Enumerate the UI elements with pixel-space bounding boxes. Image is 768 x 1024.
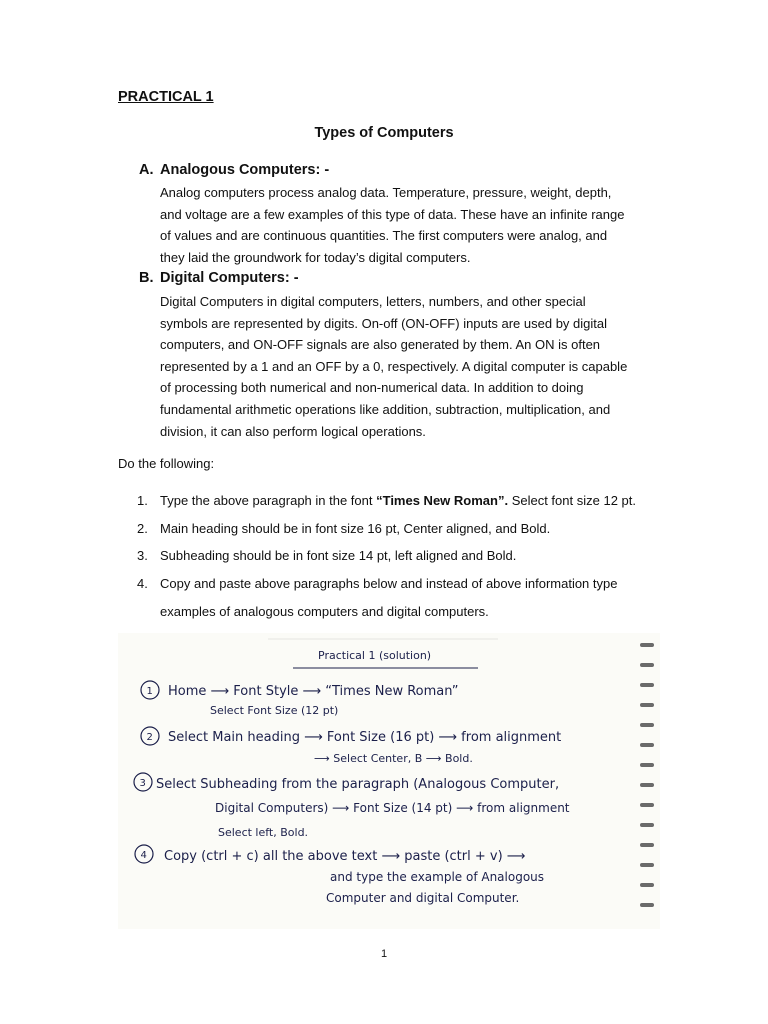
paragraph-line: symbols are represented by digits. On-off (ON-OFF) inputs are used by digital: [160, 315, 608, 331]
section-heading-text: Digital Computers: -: [160, 270, 299, 286]
list-number: 3.: [137, 548, 148, 564]
handwritten-line: Home ⟶ Font Style ⟶ “Times New Roman”: [168, 684, 459, 699]
handwritten-line: Computer and digital Computer.: [326, 891, 520, 905]
step-text: Copy and paste above paragraphs below and instead of above information type examples of analogous computers and digital computers.: [160, 576, 618, 619]
instructions-intro: Do the following:: [118, 456, 215, 471]
handwritten-line: Select Subheading from the paragraph (Analogous Computer,: [156, 777, 560, 792]
step-text: Type the above paragraph in the font: [160, 493, 377, 508]
handwritten-notes-photo: [118, 633, 660, 929]
paragraph-line: and voltage are a few examples of this type of data. These have an infinite range: [160, 206, 625, 222]
list-number: 1.: [137, 493, 148, 508]
section-letter: A.: [139, 162, 154, 178]
handwritten-number: 2: [146, 732, 153, 743]
handwritten-line: Copy (ctrl + c) all the above text ⟶ paste (ctrl + v) ⟶: [164, 849, 526, 864]
section-heading-text: Analogous Computers: -: [160, 162, 330, 178]
list-number: 4.: [137, 576, 148, 592]
instruction-list: [137, 487, 657, 626]
paragraph-line: Digital Computers in digital computers, letters, numbers, and other special: [160, 294, 586, 309]
handwritten-line: Select Font Size (12 pt): [210, 704, 339, 717]
section-letter: B.: [139, 270, 154, 286]
step-bold-text: “Times New Roman”.: [376, 493, 509, 508]
list-item: [137, 487, 657, 515]
handwritten-line: and type the example of Analogous: [330, 870, 545, 884]
list-item: [137, 515, 657, 543]
handwritten-line: Select left, Bold.: [218, 826, 309, 839]
handwritten-line: Select Main heading ⟶ Font Size (16 pt) ⟶ from alignment: [168, 730, 562, 745]
list-item: [137, 570, 657, 625]
step-text: Subheading should be in font size 14 pt, left aligned and Bold.: [160, 548, 517, 564]
handwritten-heading: Practical 1 (solution): [318, 649, 432, 662]
section-a-paragraph: [160, 182, 650, 268]
step-text: Main heading should be in font size 16 pt, Center aligned, and Bold.: [160, 520, 551, 536]
handwritten-line: ⟶ Select Center, B ⟶ Bold.: [314, 752, 473, 765]
handwritten-line: Digital Computers) ⟶ Font Size (14 pt) ⟶ from alignment: [215, 801, 570, 815]
handwritten-notes-svg: [118, 633, 660, 929]
section-a-heading: [139, 162, 329, 178]
handwritten-number: 4: [140, 850, 147, 861]
paragraph-line: division, it can also perform logical operations.: [160, 423, 426, 439]
paragraph-line: of values and are continuous quantities. The first computers were analog, and: [160, 228, 608, 244]
handwritten-number: 3: [139, 778, 146, 789]
practical-label: PRACTICAL 1: [118, 89, 214, 105]
page-number: 1: [380, 948, 388, 960]
paragraph-line: Analog computers process analog data. Temperature, pressure, weight, depth,: [160, 185, 612, 200]
section-b-heading: [139, 270, 299, 286]
step-text-end: Select font size 12 pt.: [508, 493, 636, 508]
section-b-paragraph: [160, 291, 650, 442]
page-title: Types of Computers: [314, 125, 454, 141]
paragraph-line: represented by a 1 and an OFF by a 0, respectively. A digital computer is capable: [160, 358, 628, 374]
paragraph-line: they laid the groundwork for today’s digital computers.: [160, 249, 471, 265]
list-number: 2.: [137, 520, 148, 536]
list-item: [137, 542, 657, 570]
paragraph-line: computers, and ON-OFF signals are also generated by them. An ON is often: [160, 337, 601, 353]
handwritten-number: 1: [146, 686, 153, 697]
paragraph-line: of processing both numerical and non-numerical data. In addition to doing: [160, 380, 584, 396]
paragraph-line: fundamental arithmetic operations like addition, subtraction, multiplication, and: [160, 401, 611, 417]
